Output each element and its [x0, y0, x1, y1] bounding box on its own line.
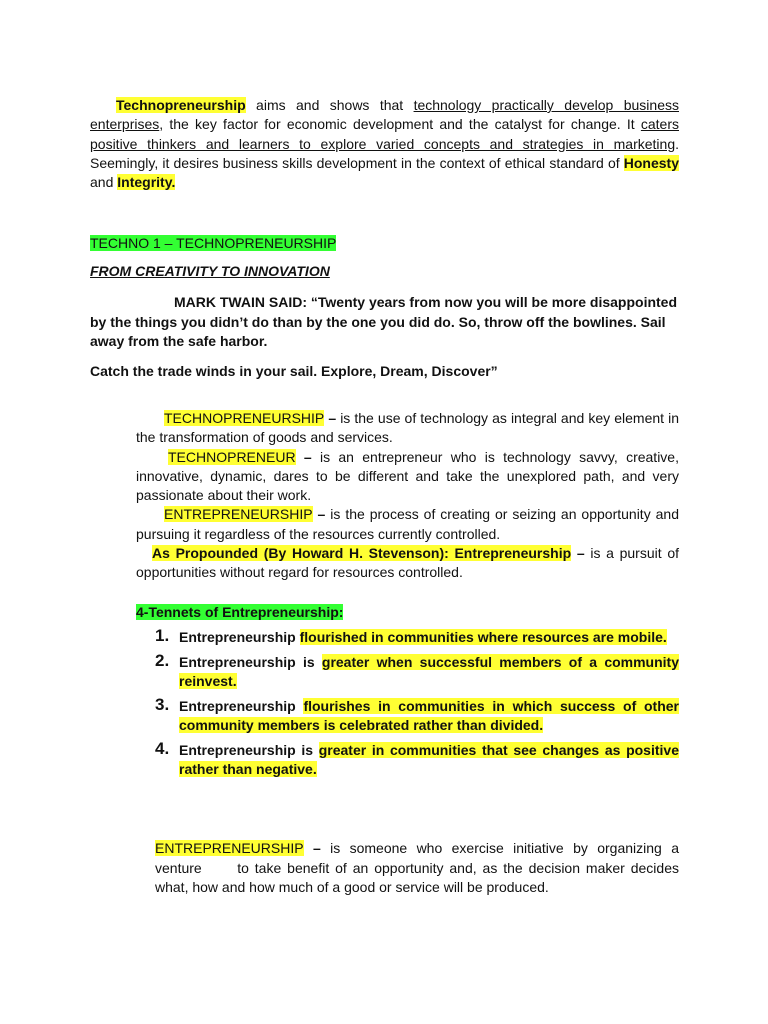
definition-entrepreneurship	[136, 505, 679, 544]
tennets-heading-text: 4-Tennets of Entrepreneurship:	[136, 604, 344, 620]
intro-and: and	[90, 174, 118, 191]
definitions-block	[136, 409, 679, 583]
list-highlight: flourished in communities where resources are mobile.	[299, 629, 667, 645]
list-lead: Entrepreneurship	[179, 629, 300, 645]
intro-text-2: , the key factor for economic development and the catalyst for change. It	[159, 116, 641, 133]
definition-term: As Propounded (By Howard H. Stevenson): Entrepreneurship	[152, 545, 572, 562]
tennets-heading	[136, 603, 343, 621]
list-item	[155, 650, 679, 692]
list-highlight: greater in communities that see changes as positive rather than negative.	[179, 741, 679, 777]
techno-heading	[90, 234, 336, 252]
list-number: 2.	[155, 650, 170, 670]
list-number: 1.	[155, 626, 170, 645]
definition-term: TECHNOPRENEURSHIP	[164, 410, 325, 426]
definition-text: is a pursuit of opportunities without regard for resources controlled.	[136, 545, 679, 581]
final-dash: –	[303, 840, 331, 856]
intro-text-1: aims and shows that	[245, 97, 414, 113]
intro-paragraph	[90, 96, 679, 192]
intro-text-3: . Seemingly, it desires business skills development in the context of ethical standard of	[90, 135, 679, 171]
list-lead: Entrepreneurship	[179, 697, 304, 714]
list-lead: Entrepreneurship is	[179, 653, 322, 670]
definition-technopreneurship	[136, 409, 679, 448]
list-item	[155, 738, 679, 780]
techno-heading-text: TECHNO 1 – TECHNOPRENEURSHIP	[90, 235, 337, 251]
definition-dash: –	[312, 506, 331, 523]
definition-dash: –	[571, 545, 591, 562]
list-highlight: greater when successful members of a community reinvest.	[179, 653, 679, 689]
list-item	[155, 694, 679, 736]
mark-twain-quote-continued: Catch the trade winds in your sail. Explore, Dream, Discover”	[90, 363, 498, 379]
intro-term-highlight: Technopreneurship	[116, 97, 246, 113]
list-number: 3.	[155, 694, 170, 714]
creativity-heading: FROM CREATIVITY TO INNOVATION	[90, 263, 330, 279]
intro-underline-1: technology practically develop business enterprises	[90, 97, 679, 133]
definition-term: ENTREPRENEURSHIP	[164, 506, 313, 523]
final-text: is someone who exercise initiative by organizing a venture to take benefit of an opportunity and, as the decision maker decides what, how and how much of a good or service will be produced.	[155, 840, 683, 895]
definition-text: is an entrepreneur who is technology savvy, creative, innovative, dynamic, dares to be different and take the unexplored path, and very passionate about their work.	[136, 448, 679, 504]
list-highlight: flourishes in communities in which success of other community members is celebrated rather than divided.	[179, 697, 679, 733]
list-lead: Entrepreneurship is	[179, 741, 319, 758]
definition-term: TECHNOPRENEUR	[168, 448, 296, 465]
honesty-highlight: Honesty	[623, 154, 679, 171]
list-item	[155, 628, 679, 648]
integrity-highlight: Integrity.	[117, 174, 176, 191]
definition-dash: –	[324, 410, 341, 426]
definition-text: is the process of creating or seizing an opportunity and pursuing it regardless of the resources currently controlled.	[136, 506, 679, 542]
intro-underline-2: caters positive thinkers and learners to explore varied concepts and strategies in marketing	[90, 116, 679, 152]
definition-text: is the use of technology as integral and key element in the transformation of goods and services.	[136, 410, 679, 446]
definition-stevenson	[136, 544, 679, 583]
definition-technopreneur	[136, 448, 679, 506]
final-term: ENTREPRENEURSHIP	[155, 840, 304, 856]
list-number: 4.	[155, 738, 170, 758]
entrepreneurship-definition-final	[155, 839, 683, 898]
definition-dash: –	[295, 448, 320, 465]
tennets-list	[155, 628, 679, 785]
mark-twain-quote: MARK TWAIN SAID: “Twenty years from now you will be more disappointed by the things you didn’t do than by the one you did do. So, throw off the bowlines. Sail away from the safe harbor.	[90, 294, 678, 349]
